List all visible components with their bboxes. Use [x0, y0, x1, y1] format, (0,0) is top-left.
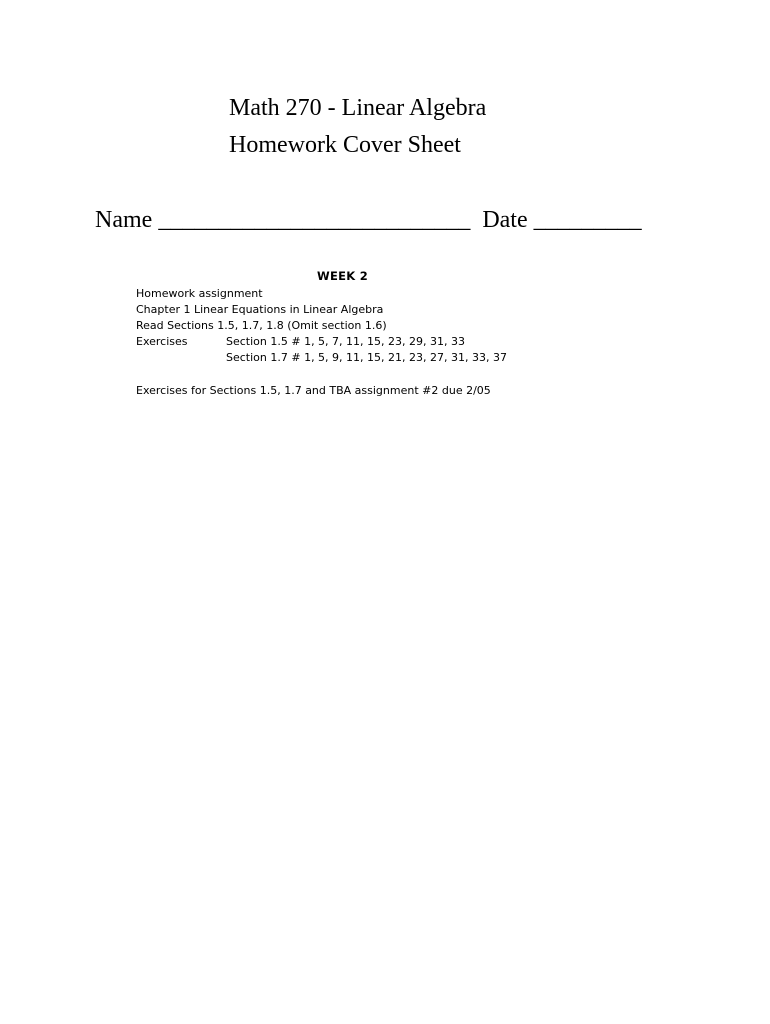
exercises-row-1 — [136, 334, 465, 349]
name-date-row — [95, 205, 642, 235]
homework-heading: Homework assignment — [136, 287, 263, 300]
week-heading: WEEK 2 — [317, 269, 369, 283]
date-label: Date — [482, 207, 528, 233]
exercises-row-2 — [136, 350, 507, 365]
due-note: Exercises for Sections 1.5, 1.7 and TBA assignment #2 due 2/05 — [136, 384, 491, 397]
exercises-label: Exercises — [136, 335, 188, 348]
exercise-item: Section 1.7 # 1, 5, 9, 11, 15, 21, 23, 27, 31, 33, 37 — [226, 351, 507, 364]
name-blank: __________________________ — [158, 207, 471, 233]
cover-sheet-title: Homework Cover Sheet — [229, 132, 461, 158]
chapter-line: Chapter 1 Linear Equations in Linear Algebra — [136, 303, 384, 316]
name-label: Name — [95, 207, 153, 233]
reading-line: Read Sections 1.5, 1.7, 1.8 (Omit section 1.6) — [136, 319, 387, 332]
exercise-item: Section 1.5 # 1, 5, 7, 11, 15, 23, 29, 31, 33 — [226, 335, 465, 348]
course-title: Math 270 - Linear Algebra — [229, 95, 487, 121]
date-blank: _________ — [533, 207, 642, 233]
